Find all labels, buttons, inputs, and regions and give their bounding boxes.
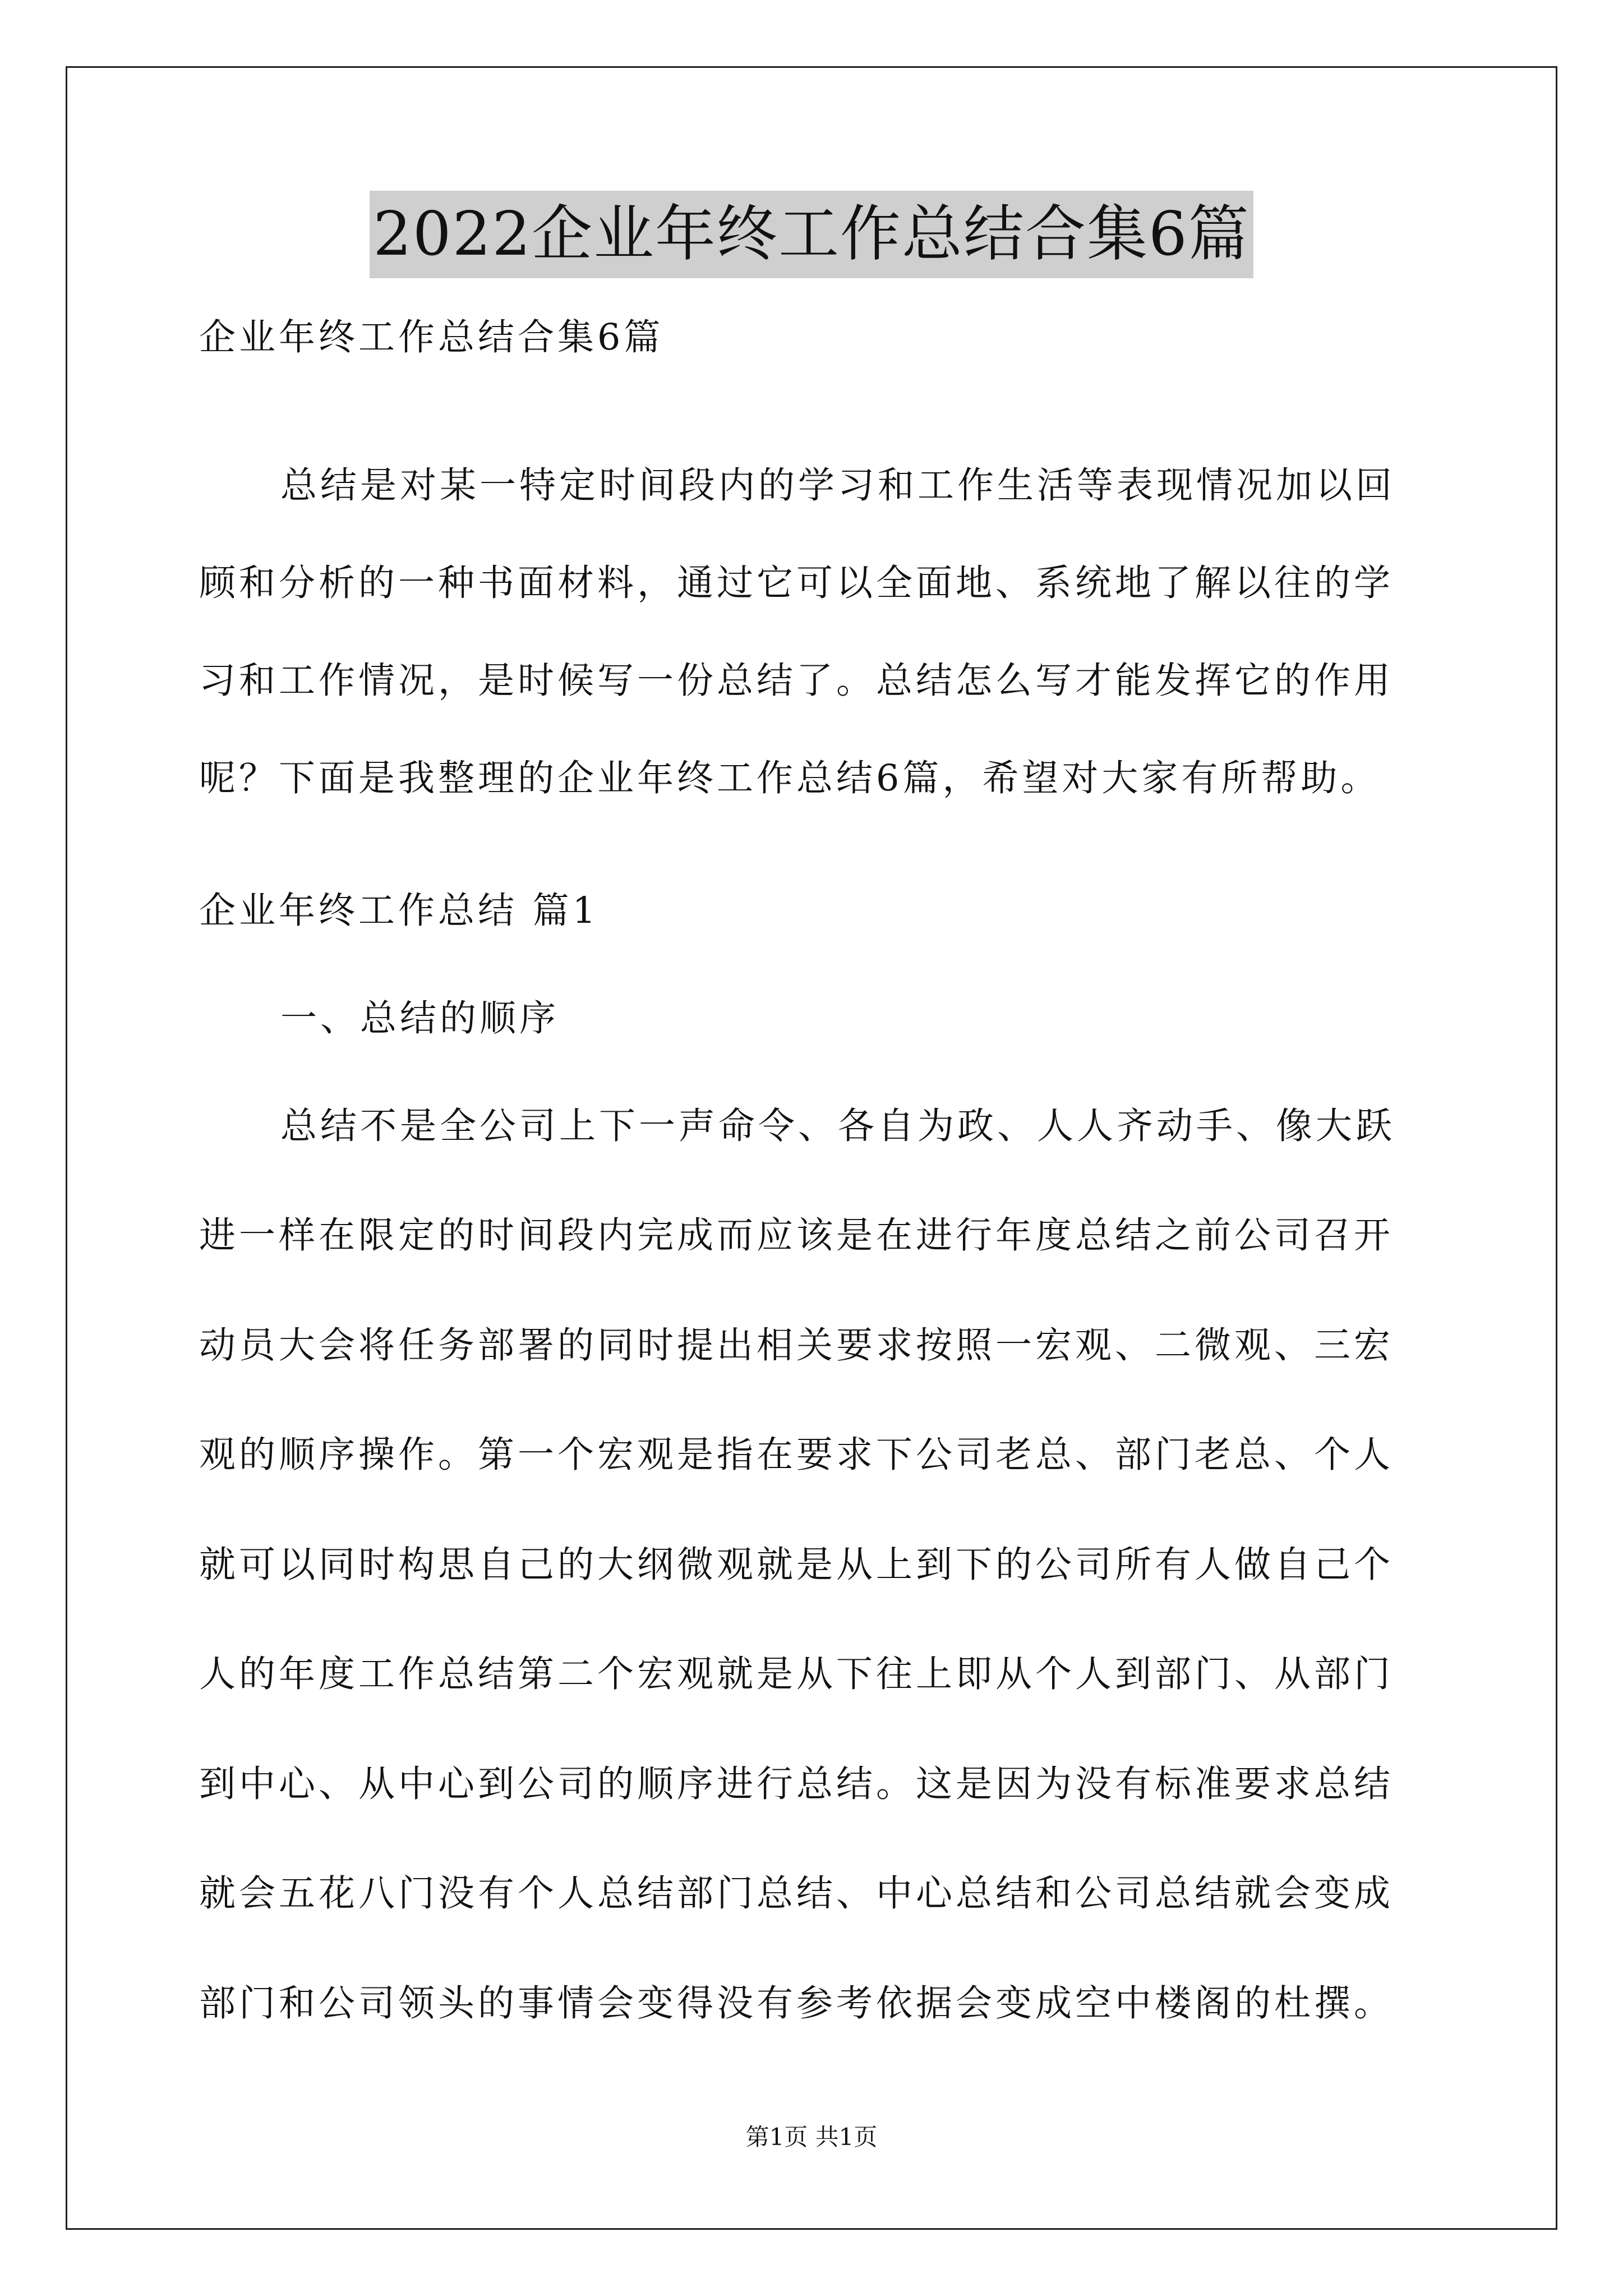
page-footer: 第1页 共1页: [745, 2123, 878, 2151]
paragraph-line: 习和工作情况，是时候写一份总结了。总结怎么写才能发挥它的作用: [199, 660, 1394, 702]
paragraph-line: 观的顺序操作。第一个宏观是指在要求下公司老总、部门老总、个人: [199, 1434, 1394, 1476]
paragraph-line: 总结是对某一特定时间段内的学习和工作生活等表现情况加以回: [280, 464, 1396, 507]
paragraph-line: 部门和公司领头的事情会变得没有参考依据会变成空中楼阁的杜撰。: [199, 1982, 1394, 2024]
document-title: 2022企业年终工作总结合集6篇: [370, 191, 1253, 278]
paragraph-line: 总结不是全公司上下一声命令、各自为政、人人齐动手、像大跃: [280, 1105, 1396, 1147]
subsection-heading: 一、总结的顺序: [280, 997, 560, 1039]
document-subtitle: 企业年终工作总结合集6篇: [199, 316, 664, 358]
paragraph-line: 呢？下面是我整理的企业年终工作总结6篇，希望对大家有所帮助。: [199, 757, 1381, 799]
paragraph-line: 到中心、从中心到公司的顺序进行总结。这是因为没有标准要求总结: [199, 1763, 1394, 1805]
paragraph-line: 进一样在限定的时间段内完成而应该是在进行年度总结之前公司召开: [199, 1214, 1394, 1257]
paragraph-line: 顾和分析的一种书面材料，通过它可以全面地、系统地了解以往的学: [199, 562, 1394, 604]
section-heading: 企业年终工作总结 篇1: [199, 890, 600, 932]
title-container: [0, 191, 1623, 278]
paragraph-line: 就可以同时构思自己的大纲微观就是从上到下的公司所有人做自己个: [199, 1544, 1394, 1586]
paragraph-line: 人的年度工作总结第二个宏观就是从下往上即从个人到部门、从部门: [199, 1653, 1394, 1695]
paragraph-line: 就会五花八门没有个人总结部门总结、中心总结和公司总结就会变成: [199, 1872, 1394, 1915]
paragraph-line: 动员大会将任务部署的同时提出相关要求按照一宏观、二微观、三宏: [199, 1324, 1394, 1366]
